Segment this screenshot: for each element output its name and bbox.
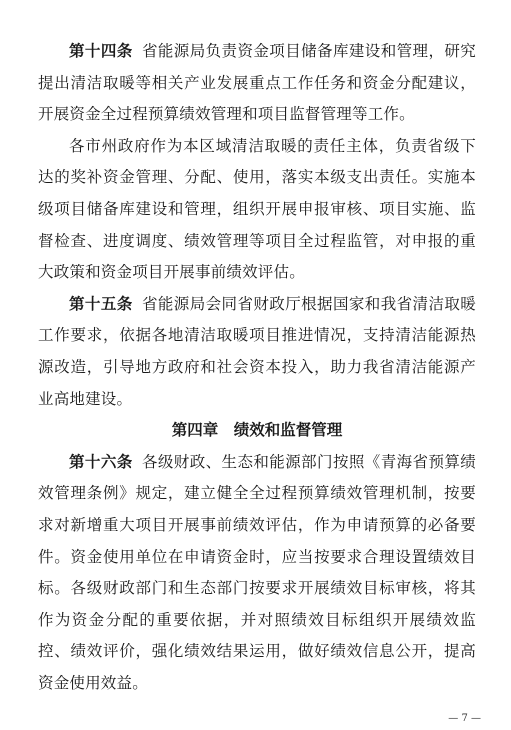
paragraph-article-15 (38, 289, 476, 415)
paragraph-text: 各级财政、生态和能源部门按照《青海省预算绩效管理条例》规定，建立健全全过程预算绩效管理机制，按要求对新增重大项目开展事前绩效评估，作为申请预算的必备要件。资金使用单位在申请资金时，应当按要求合理设置绩效目标。各级财政部门和生态部门按要求开展绩效目标审核，将其作为资金分配的重要依据，并对照绩效目标组织开展绩效监控、绩效评价，强化绩效结果运用，做好绩效信息公开，提高资金使用效益。 (38, 452, 476, 692)
chapter-heading (38, 415, 476, 447)
paragraph-text: 各市州政府作为本区域清洁取暖的责任主体，负责省级下达的奖补资金管理、分配、使用，落实本级支出责任。实施本级项目储备库建设和管理，组织开展申报审核、项目实施、监督检查、进度调度、绩效管理等项目全过程监管，对申报的重大政策和资金项目开展事前绩效评估。 (38, 136, 476, 282)
chapter-title: 绩效和监督管理 (233, 421, 343, 440)
paragraph-text: 省能源局会同省财政厅根据国家和我省清洁取暖工作要求，依据各地清洁取暖项目推进情况，支持清洁能源热源改造，引导地方政府和社会资本投入，助力我省清洁能源产业高地建设。 (38, 294, 476, 408)
paragraph-text: 省能源局负责资金项目储备库建设和管理，研究提出清洁取暖等相关产业发展重点工作任务和资金分配建议，开展资金全过程预算绩效管理和项目监督管理等工作。 (38, 42, 476, 124)
article-number: 第十四条 (69, 42, 133, 60)
paragraph-article-16 (38, 447, 476, 700)
paragraph-article-14 (38, 36, 476, 131)
chapter-number: 第四章 (171, 421, 219, 440)
document-page (38, 36, 476, 699)
article-number: 第十五条 (69, 294, 133, 313)
article-number: 第十六条 (69, 452, 133, 471)
page-number: — 7 — (448, 713, 481, 724)
paragraph-municipal-duties (38, 131, 476, 289)
